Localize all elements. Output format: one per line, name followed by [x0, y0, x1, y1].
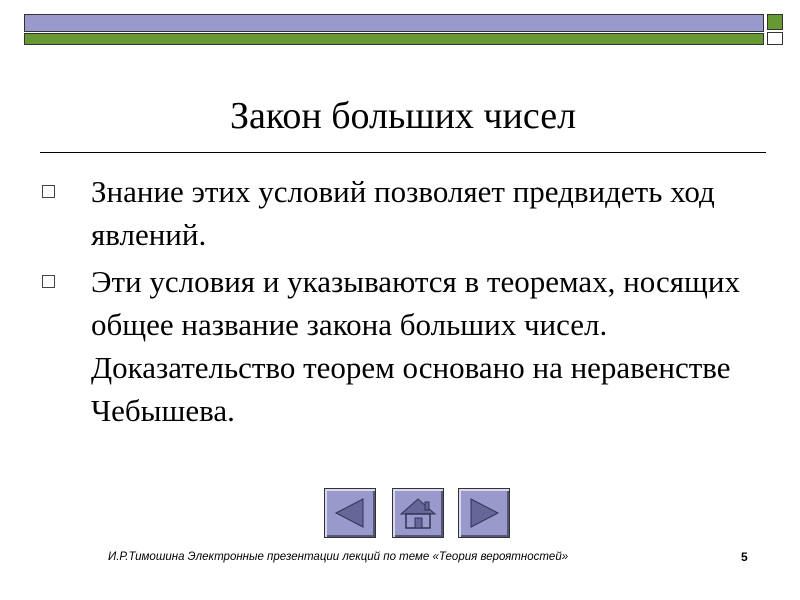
white-corner-square — [767, 32, 783, 45]
bullet-square-icon — [42, 275, 55, 288]
triangle-right-icon — [459, 489, 509, 537]
bullet-list — [40, 170, 766, 436]
previous-slide-button[interactable] — [324, 488, 376, 538]
top-decorative-bar — [24, 14, 764, 32]
slide-title: Закон больших чисел — [229, 95, 577, 137]
bullet-square-icon — [42, 185, 55, 198]
bullet-text: Эти условия и указываются в теоремах, носящих общее название закона больших чисел. Доказательство теорем основано на неравенстве Чебышева. — [91, 264, 740, 428]
house-icon — [393, 489, 443, 537]
bullet-item — [40, 170, 766, 256]
triangle-left-icon — [325, 489, 375, 537]
footer-text: И.Р.Тимошина Электронные презентации лекций по теме «Теория вероятностей» — [108, 551, 569, 563]
bullet-text: Знание этих условий позволяет предвидеть ход явлений. — [91, 174, 715, 252]
next-slide-button[interactable] — [458, 488, 510, 538]
page-number: 5 — [741, 550, 748, 564]
bullet-item — [40, 260, 766, 432]
home-button[interactable] — [392, 488, 444, 538]
green-corner-square — [767, 14, 783, 30]
title-divider — [40, 152, 766, 153]
green-decorative-bar — [24, 33, 764, 45]
